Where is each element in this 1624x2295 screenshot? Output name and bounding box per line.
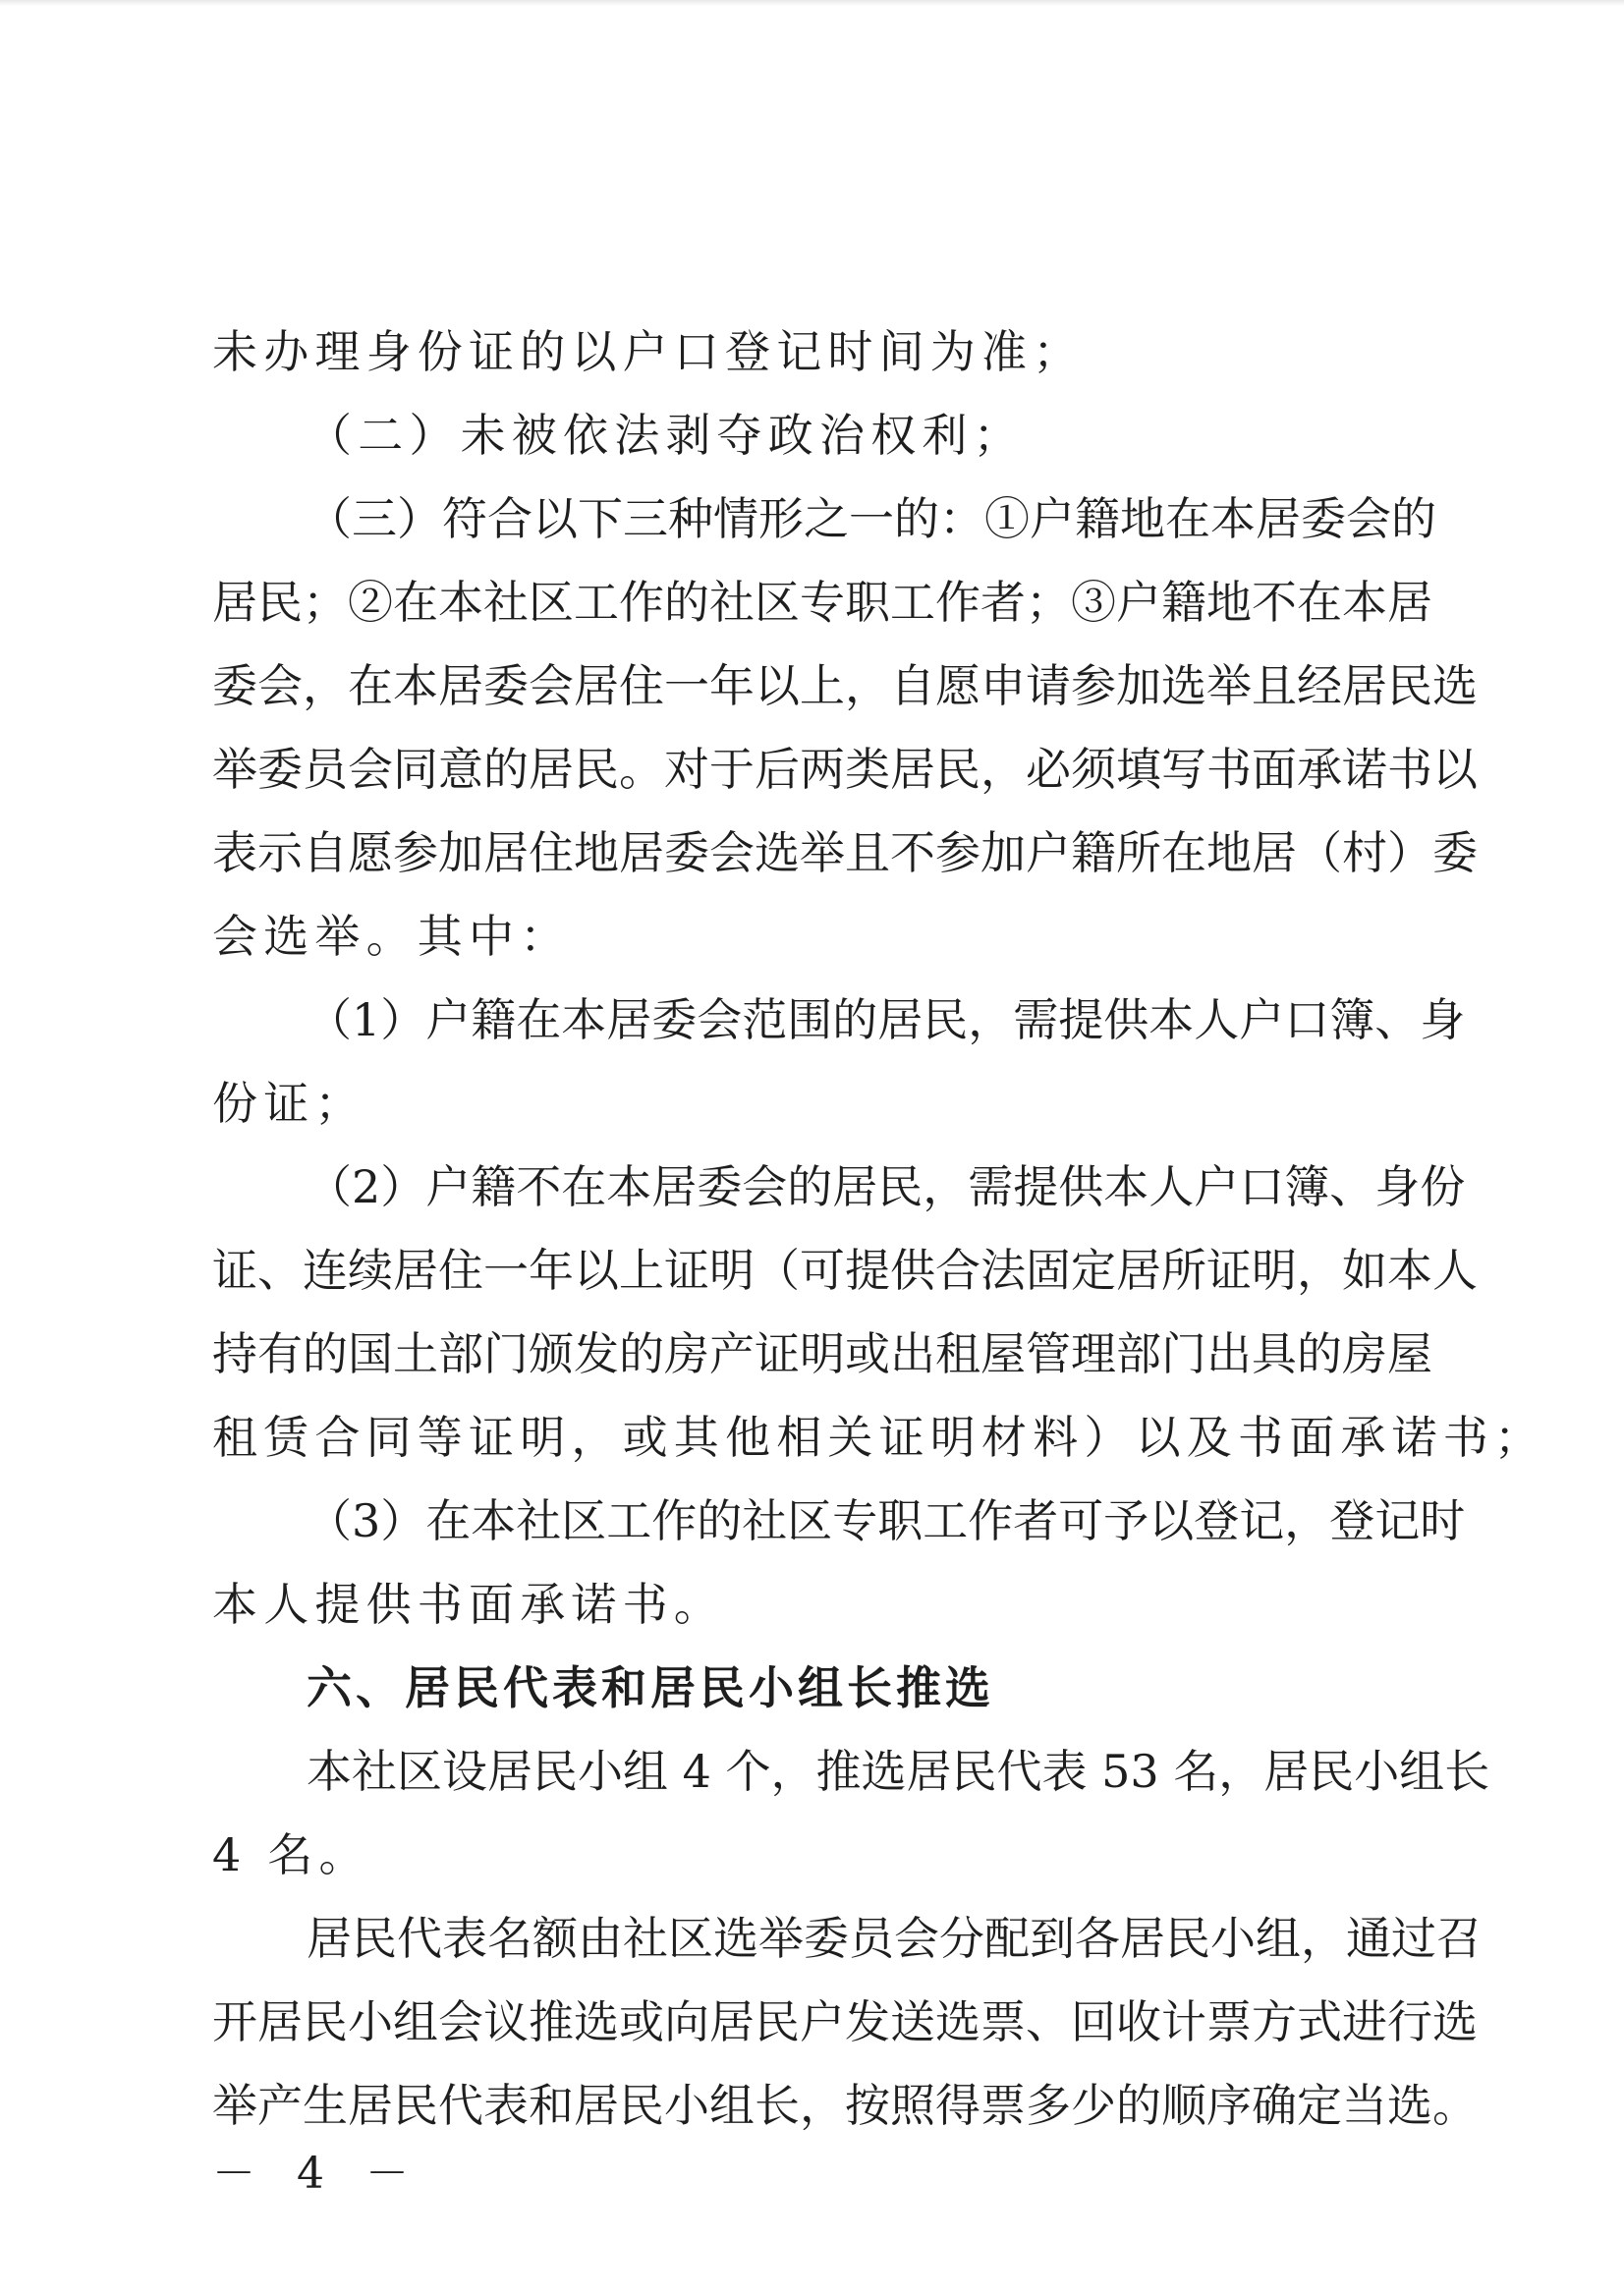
paragraph-line-5: 委会，在本居委会居住一年以上，自愿申请参加选举且经居民选: [212, 659, 1478, 712]
paragraph-line-15: （3）在本社区工作的社区专职工作者可予以登记，登记时: [307, 1494, 1466, 1547]
paragraph-line-11: （2）户籍不在本居委会的居民，需提供本人户口簿、身份: [307, 1160, 1466, 1213]
paragraph-line-1: 未办理身份证的以户口登记时间为准；: [212, 325, 1085, 378]
paragraph-line-12: 证、连续居住一年以上证明（可提供合法固定居所证明，如本人: [212, 1244, 1478, 1297]
scan-top-edge: [0, 0, 1624, 6]
paragraph-line-16: 本人提供书面承诺书。: [212, 1578, 725, 1631]
paragraph-line-4: 居民；②在本社区工作的社区专职工作者；③户籍地不在本居: [212, 576, 1432, 629]
paragraph-line-2: （二）未被依法剥夺政治权利；: [307, 409, 1025, 462]
paragraph-line-8: 会选举。其中：: [212, 910, 572, 963]
paragraph-line-19: 4 名。: [212, 1828, 370, 1881]
paragraph-line-18: 本社区设居民小组 4 个，推选居民代表 53 名，居民小组长: [307, 1745, 1490, 1798]
section-heading: 六、居民代表和居民小组长推选: [307, 1661, 994, 1714]
paragraph-line-22: 举产生居民代表和居民小组长，按照得票多少的顺序确定当选。: [212, 2079, 1478, 2132]
paragraph-line-6: 举委员会同意的居民。对于后两类居民，必须填写书面承诺书以: [212, 743, 1478, 796]
paragraph-line-20: 居民代表名额由社区选举委员会分配到各居民小组，通过召: [307, 1912, 1482, 1965]
paragraph-line-3: （三）符合以下三种情形之一的：①户籍地在本居委会的: [307, 492, 1436, 545]
paragraph-line-7: 表示自愿参加居住地居委会选举且不参加户籍所在地居（村）委: [212, 826, 1478, 879]
page-number: － 4 －: [212, 2149, 422, 2199]
paragraph-line-9: （1）户籍在本居委会范围的居民，需提供本人户口簿、身: [307, 993, 1466, 1046]
paragraph-line-14: 租赁合同等证明，或其他相关证明材料）以及书面承诺书；: [212, 1411, 1546, 1464]
paragraph-line-13: 持有的国土部门颁发的房产证明或出租屋管理部门出具的房屋: [212, 1327, 1432, 1380]
paragraph-line-21: 开居民小组会议推选或向居民户发送选票、回收计票方式进行选: [212, 1995, 1478, 2048]
paragraph-line-10: 份证；: [212, 1077, 366, 1130]
